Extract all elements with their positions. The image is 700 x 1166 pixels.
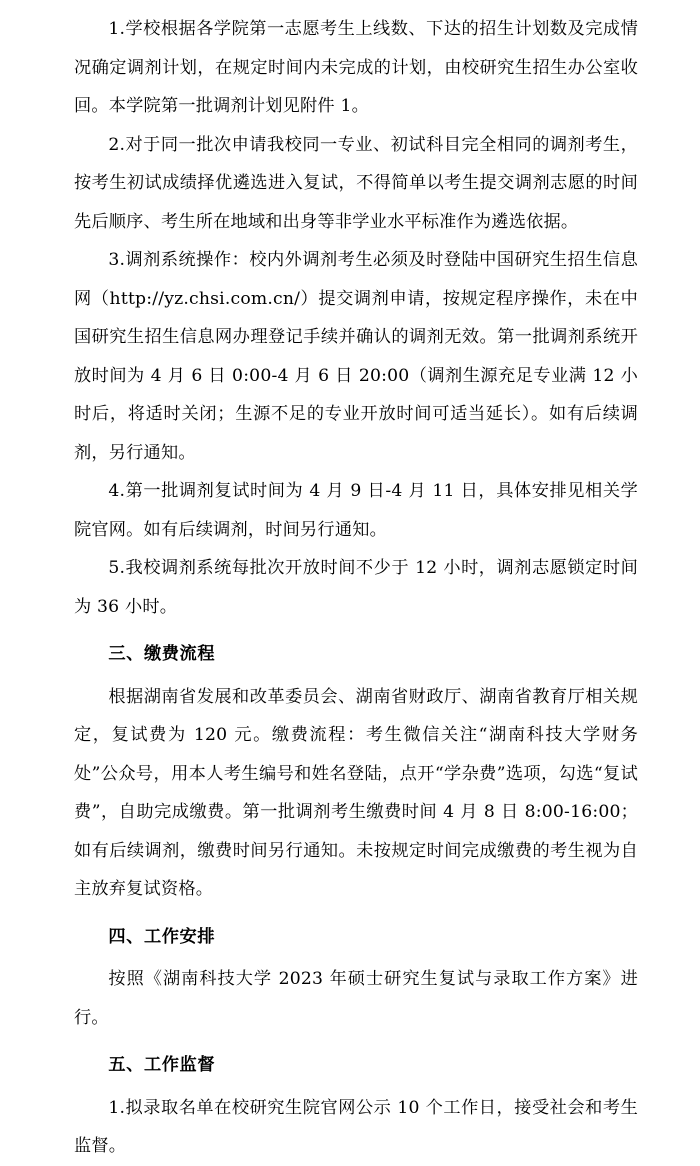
document-body <box>74 10 638 1166</box>
section-spacer-5 <box>74 1037 638 1046</box>
paragraph-item-4: 4.第一批调剂复试时间为 4 月 9 日-4 月 11 日，具体安排见相关学院官网。如有后续调剂，时间另行通知。 <box>74 481 638 540</box>
paragraph-item-1: 1.学校根据各学院第一志愿考生上线数、下达的招生计划数及完成情况确定调剂计划，在规定时间内未完成的计划，由校研究生招生办公室收回。本学院第一批调剂计划见附件 1。 <box>74 19 638 116</box>
paragraph-fee-process: 根据湖南省发展和改革委员会、湖南省财政厅、湖南省教育厅相关规定，复试费为 120 元。缴费流程：考生微信关注“湖南科技大学财务处”公众号，用本人考生编号和姓名登陆，点开“学杂费”选项，勾选“复试费”，自助完成缴费。第一批调剂考生缴费时间 4 月 8 日 8:00-16:00；如有后续调剂，缴费时间另行通知。未按规定时间完成缴费的考生视为自主放弃复试资格。 <box>74 686 638 899</box>
section-spacer-1 <box>74 626 638 635</box>
paragraph-item-2: 2.对于同一批次申请我校同一专业、初试科目完全相同的调剂考生，按考生初试成绩择优遴选进入复试，不得简单以考生提交调剂志愿的时间先后顺序、考生所在地域和出身等非学业水平标准作为遴选依据。 <box>74 134 638 232</box>
paragraph-supervision-1: 1.拟录取名单在校研究生院官网公示 10 个工作日，接受社会和考生监督。 <box>74 1097 638 1156</box>
paragraph-item-3: 3.调剂系统操作：校内外调剂考生必须及时登陆中国研究生招生信息网（http://yz.chsi.com.cn/）提交调剂申请，按规定程序操作，未在中国研究生招生信息网办理登记手续并确认的调剂无效。第一批调剂系统开放时间为 4 月 6 日 0:00-4 月 6 日 20:00（调剂生源充足专业满 12 小时后，将适时关闭；生源不足的专业开放时间可适当延长）。如有后续调剂，另行通知。 <box>74 250 638 463</box>
section-heading-five: 五、工作监督 <box>108 1055 216 1075</box>
paragraph-work-arrangement: 按照《湖南科技大学 2023 年硕士研究生复试与录取工作方案》进行。 <box>74 969 638 1028</box>
section-spacer-3 <box>74 909 638 918</box>
section-heading-three: 三、缴费流程 <box>108 644 216 664</box>
paragraph-item-5: 5.我校调剂系统每批次开放时间不少于 12 小时，调剂志愿锁定时间为 36 小时。 <box>74 558 638 617</box>
section-heading-four: 四、工作安排 <box>108 926 216 947</box>
